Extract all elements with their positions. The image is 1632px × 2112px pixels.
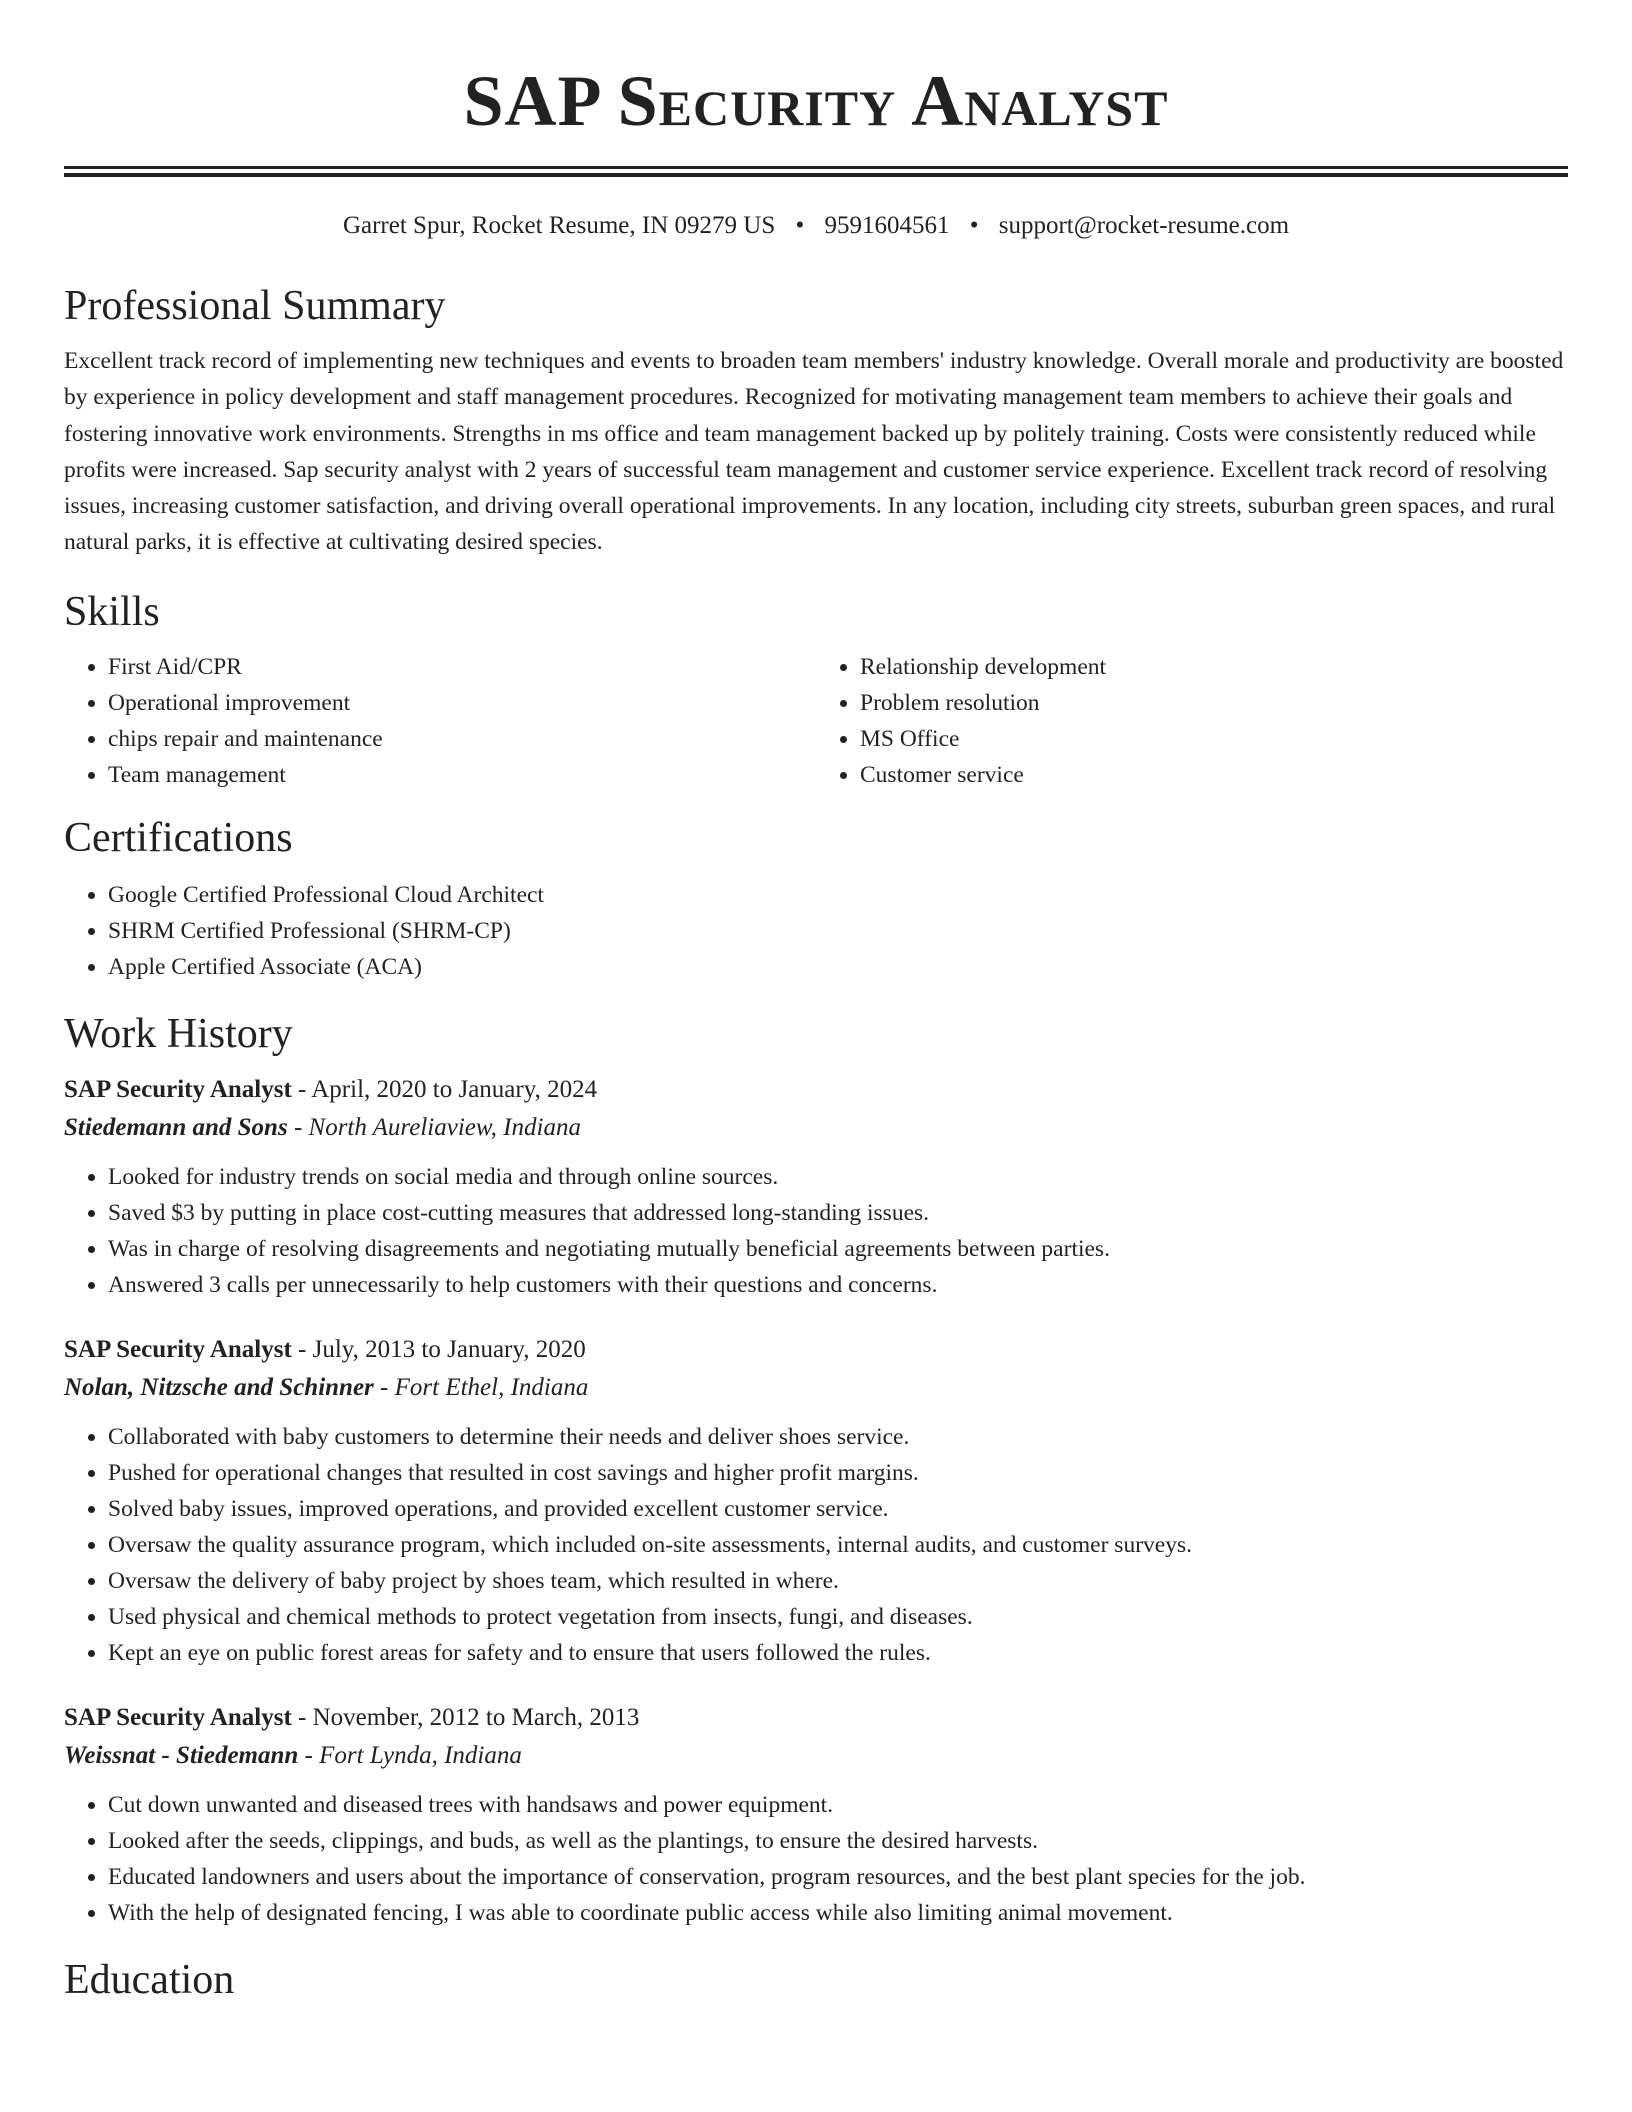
job-bullet: • Educated landowners and users about the importance of conservation, program resources, and the best plant species for the job. bbox=[108, 1859, 1568, 1895]
job-bullet: • Cut down unwanted and diseased trees with handsaws and power equipment. bbox=[108, 1787, 1568, 1823]
job-entry bbox=[64, 1699, 1568, 1931]
skill-item: • Customer service bbox=[860, 757, 1568, 793]
education-heading: Education bbox=[64, 1956, 235, 2003]
job-bullet: • Pushed for operational changes that resulted in cost savings and higher profit margins. bbox=[108, 1455, 1568, 1491]
job-bullets bbox=[64, 1787, 1568, 1931]
certifications-heading: Certifications bbox=[64, 814, 293, 861]
summary-heading: Professional Summary bbox=[64, 283, 446, 329]
title-divider bbox=[64, 166, 1568, 177]
job-bullet: • Oversaw the delivery of baby project by shoes team, which resulted in where. bbox=[108, 1563, 1568, 1599]
job-title-line bbox=[64, 1071, 1568, 1109]
job-title: SAP Security Analyst bbox=[64, 1335, 292, 1363]
job-dates: - November, 2012 to March, 2013 bbox=[291, 1703, 640, 1731]
job-location: - Fort Ethel, Indiana bbox=[373, 1373, 589, 1401]
job-bullet: • Saved $3 by putting in place cost-cutting measures that addressed long-standing issues. bbox=[108, 1195, 1568, 1231]
contact-separator: • bbox=[969, 212, 979, 239]
skills-column-right bbox=[816, 649, 1568, 793]
summary-text: Excellent track record of implementing new techniques and events to broaden team members' industry knowledge. Overall morale and productivity are boosted by experience in policy development and staff management procedures. Recognized for motivating management team members to achieve their goals and fostering innovative work environments. Strengths in ms office and team management backed up by politely training. Costs were consistently reduced while profits were increased. Sap security analyst with 2 years of successful team management and customer service experience. Excellent track record of resolving issues, increasing customer satisfaction, and driving overall operational improvements. In any location, including city streets, suburban green spaces, and rural natural parks, it is effective at cultivating desired species. bbox=[64, 348, 1564, 556]
job-bullet: • Looked after the seeds, clippings, and buds, as well as the plantings, to ensure the desired harvests. bbox=[108, 1823, 1568, 1859]
certification-item: • Google Certified Professional Cloud Architect bbox=[108, 877, 1568, 913]
job-bullet: • Answered 3 calls per unnecessarily to help customers with their questions and concerns. bbox=[108, 1267, 1568, 1303]
job-dates: - April, 2020 to January, 2024 bbox=[291, 1075, 598, 1103]
contact-line bbox=[64, 211, 1568, 241]
job-bullet: • Oversaw the quality assurance program, which included on-site assessments, internal audits, and customer surveys. bbox=[108, 1527, 1568, 1563]
skills-column-left bbox=[64, 649, 816, 793]
job-company-line bbox=[64, 1737, 1568, 1775]
job-bullet: • Kept an eye on public forest areas for safety and to ensure that users followed the rules. bbox=[108, 1635, 1568, 1671]
job-company-line bbox=[64, 1369, 1568, 1407]
job-bullets bbox=[64, 1419, 1568, 1671]
contact-email: support@rocket-resume.com bbox=[998, 212, 1290, 239]
skill-item: • MS Office bbox=[860, 721, 1568, 757]
job-bullet: • With the help of designated fencing, I was able to coordinate public access while also limiting animal movement. bbox=[108, 1895, 1568, 1931]
job-company-line bbox=[64, 1109, 1568, 1147]
certification-item: • Apple Certified Associate (ACA) bbox=[108, 949, 1568, 985]
certifications-list bbox=[64, 877, 1568, 985]
job-title-line bbox=[64, 1699, 1568, 1737]
job-title-line bbox=[64, 1331, 1568, 1369]
work-history-heading: Work History bbox=[64, 1010, 293, 1057]
job-bullet: • Was in charge of resolving disagreements and negotiating mutually beneficial agreements between parties. bbox=[108, 1231, 1568, 1267]
job-entry bbox=[64, 1331, 1568, 1671]
job-bullet: • Collaborated with baby customers to determine their needs and deliver shoes service. bbox=[108, 1419, 1568, 1455]
contact-separator: • bbox=[795, 212, 805, 239]
job-bullets bbox=[64, 1159, 1568, 1303]
skills-list bbox=[64, 649, 1568, 793]
job-bullet: • Used physical and chemical methods to protect vegetation from insects, fungi, and diseases. bbox=[108, 1599, 1568, 1635]
skill-item: • chips repair and maintenance bbox=[108, 721, 816, 757]
resume-page bbox=[64, 0, 1568, 2005]
job-company: Stiedemann and Sons bbox=[64, 1113, 288, 1141]
job-location: - Fort Lynda, Indiana bbox=[298, 1741, 522, 1769]
skill-item: • Team management bbox=[108, 757, 816, 793]
job-entry bbox=[64, 1071, 1568, 1303]
job-company: Nolan, Nitzsche and Schinner bbox=[64, 1373, 374, 1401]
certification-item: • SHRM Certified Professional (SHRM-CP) bbox=[108, 913, 1568, 949]
job-company: Weissnat - Stiedemann bbox=[64, 1741, 299, 1769]
resume-title: SAP Security Analyst bbox=[463, 61, 1169, 141]
job-location: - North Aureliaview, Indiana bbox=[287, 1113, 581, 1141]
skill-item: • First Aid/CPR bbox=[108, 649, 816, 685]
contact-address: Garret Spur, Rocket Resume, IN 09279 US bbox=[342, 212, 776, 239]
job-title: SAP Security Analyst bbox=[64, 1075, 292, 1103]
job-dates: - July, 2013 to January, 2020 bbox=[291, 1335, 586, 1363]
job-bullet: • Solved baby issues, improved operations, and provided excellent customer service. bbox=[108, 1491, 1568, 1527]
contact-phone: 9591604561 bbox=[824, 212, 950, 239]
job-bullet: • Looked for industry trends on social media and through online sources. bbox=[108, 1159, 1568, 1195]
skill-item: • Problem resolution bbox=[860, 685, 1568, 721]
skill-item: • Relationship development bbox=[860, 649, 1568, 685]
skill-item: • Operational improvement bbox=[108, 685, 816, 721]
job-title: SAP Security Analyst bbox=[64, 1703, 292, 1731]
skills-heading: Skills bbox=[64, 588, 160, 635]
